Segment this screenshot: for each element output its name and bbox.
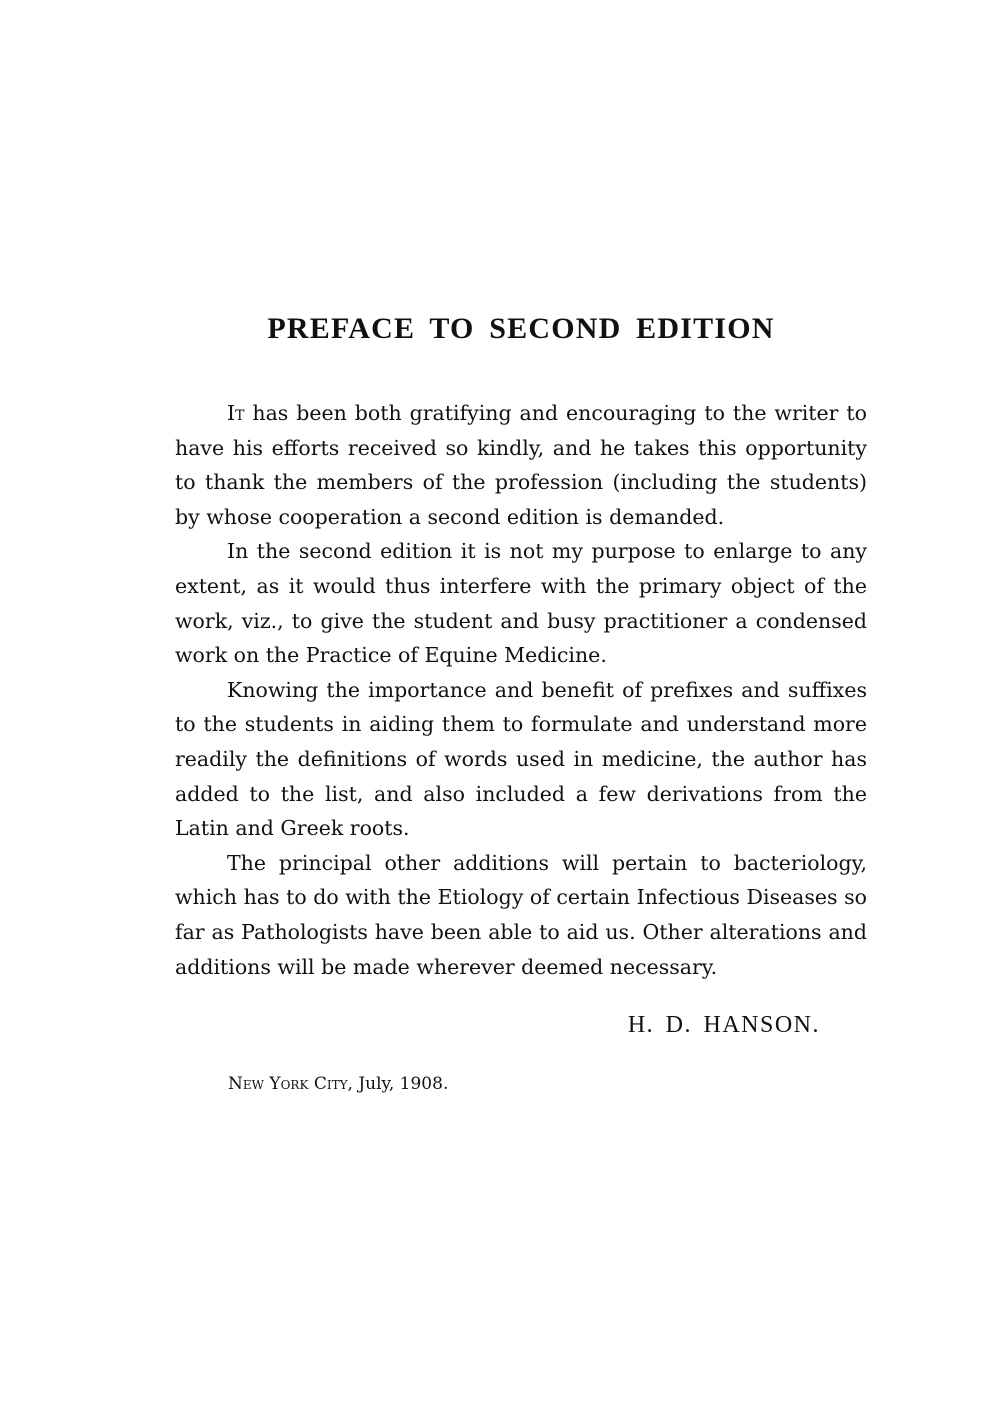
dateline-place: New York City [228,1074,348,1094]
paragraph-text: The principal other additions will pertain to bacteriology, which has to do with the Etiology of certain Infectious Diseases so far as Pathologists have been able to aid us. Other alterations and additions will be made wherever deemed necessary. [175,850,867,979]
preface-body [175,396,867,984]
dateline-date: , July, 1908. [347,1074,449,1094]
paragraph-4 [175,846,867,984]
paragraph-text: Knowing the importance and benefit of prefixes and suffixes to the students in aiding them to formulate and understand more readily the definitions of words used in medicine, the author has added to the list, and also included a few derivations from the Latin and Greek roots. [175,677,867,841]
page-title: PREFACE TO SECOND EDITION [267,312,775,345]
paragraph-2 [175,534,867,672]
paragraph-text: In the second edition it is not my purpose to enlarge to any extent, as it would thus interfere with the primary object of the work, viz., to give the student and busy practitioner a condensed work on the Practice of Equine Medicine. [175,539,867,668]
paragraph-text: has been both gratifying and encouraging to the writer to have his efforts received so kindly, and he takes this opportunity to thank the members of the profession (including the students) by whose cooperation a second edition is demanded. [175,401,867,529]
dateline [228,1074,628,1094]
author-signature: H. D. HANSON. [627,1012,820,1038]
paragraph-1 [175,396,867,534]
paragraph-lead-word: It [227,401,245,425]
paragraph-3 [175,673,867,846]
